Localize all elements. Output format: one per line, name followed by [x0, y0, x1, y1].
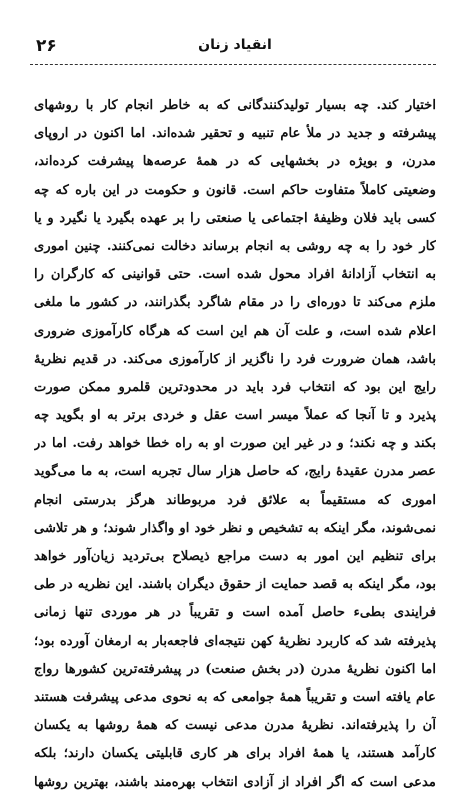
page-number: ۲۶	[36, 36, 57, 56]
text-line: نمی‌شوند، مگر اینکه به تشخیص و نظر خود او واگذار شوند؛ و هر تلاشی	[34, 520, 436, 536]
text-line: مدعی است که اگر افراد از آزادی انتخاب بهره‌مند باشند، بهترین روشها	[34, 774, 436, 790]
text-line: مدرن، و بویژه در بخشهایی که در همهٔ عرصه‌ها پیشرفت کرده‌اند،	[34, 154, 436, 170]
running-title: انقیاد زنان	[198, 37, 272, 53]
text-line: بکند و چه نکند؛ و در غیر این صورت او به راه خطا خواهد رفت. اما در	[34, 436, 436, 452]
text-line: به انتخاب آزادانهٔ افراد محول شده است. حتی قوانینی که کارگران را	[34, 267, 436, 283]
text-line: پذیرفته شد که کاربرد نظریهٔ کهن نتیجه‌ای فاجعه‌بار به ارمغان آورده بود؛	[34, 633, 436, 649]
text-line: اعلام شده است، و علت آن هم این است که هرگاه کارآموزی ضروری	[34, 323, 436, 339]
body-text	[34, 92, 436, 797]
text-line: باشد، همان ضرورت فرد را ناگزیر از کارآموزی می‌کند. در قدیم نظریهٔ	[34, 351, 436, 367]
text-line: وضعیتی کاملاً متفاوت حاکم است. قانون و حکومت در این باره که چه	[34, 182, 436, 198]
text-line: عام یافته است و تقریباً همهٔ جوامعی که به نحوی مدعی پیشرفت هستند	[34, 689, 436, 705]
text-line: رایج این بود که انتخاب فرد باید در محدودترین قلمرو ممکن صورت	[34, 379, 436, 395]
text-line: عصر مدرن عقیدهٔ رایج، که حاصل هزار سال تجربه است، به ما می‌گوید	[34, 464, 436, 480]
text-line: کسی باید فلان وظیفهٔ اجتماعی یا صنعتی را بر عهده بگیرد یا نگیرد و یا	[34, 210, 436, 226]
page-header	[36, 36, 434, 60]
text-line: فرایندی بطیء حاصل آمده است و تقریباً در هر موردی تنها زمانی	[34, 605, 436, 621]
text-line: اختیار کند. چه بسیار تولیدکنندگانی که به خاطر انجام کار با روشهای	[34, 98, 436, 113]
text-line: برای تنظیم این امور به دست مراجع ذیصلاح بی‌تردید زیان‌آور خواهد	[34, 549, 436, 564]
text-line: اما اکنون نظریهٔ مدرن (در بخش صنعت) در پیشرفته‌ترین کشورها رواج	[34, 661, 436, 677]
text-line: پذیرد و تا آنجا که عملاً میسر است عقل و خردی برتر به او بگوید چه	[34, 408, 436, 424]
text-line: پیشرفته و جدید در ملأ عام تنبیه و تحقیر شده‌اند. اما اکنون در اروپای	[34, 126, 436, 142]
text-line: بود، مگر اینکه به قصد حمایت از حقوق دیگران باشند. این نظریه در طی	[34, 577, 436, 593]
text-line: ملزم می‌کند تا دوره‌ای را در مقام شاگرد بگذرانند، در کشور ما ملغی	[34, 295, 436, 311]
text-line: آن را پذیرفته‌اند. نظریهٔ مدرن مدعی نیست که همهٔ روشها به یکسان	[34, 718, 436, 734]
text-line: کارآمد هستند، یا همهٔ افراد برای هر کاری قابلیتی یکسان دارند؛ بلکه	[34, 746, 436, 762]
text-line: اموری که مستقیماً به علائق فرد مربوطاند هرگز بدرستی انجام	[34, 492, 436, 508]
header-divider	[30, 64, 436, 65]
text-line: کار خود را به چه روشی به انجام برساند دخالت نمی‌کنند. چنین اموری	[34, 238, 436, 254]
